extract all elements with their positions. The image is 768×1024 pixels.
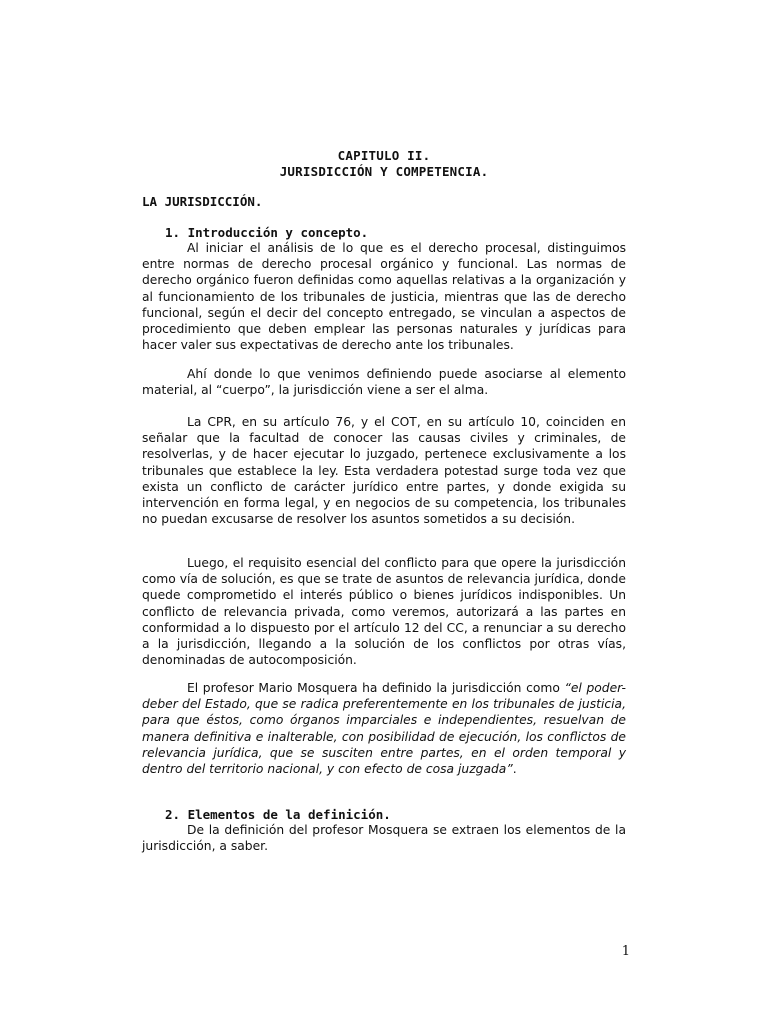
- paragraph-6: De la definición del profesor Mosquera se extraen los elementos de la jurisdicción, a saber.: [142, 823, 626, 854]
- subsection-heading-1: 1. Introducción y concepto.: [165, 225, 369, 240]
- paragraph-5-end: .: [512, 762, 517, 777]
- definition-quote: “el poder-deber del Estado, que se radica preferentemente en los tribunales de justicia, para que éstos, como órganos imparciales e independientes, resuelvan de manera definitiva e inalterable, con posibilidad de ejecución, los conflictos de relevancia jurídica, que se susciten entre partes, en el orden temporal y dentro del territorio nacional, y con efecto de cosa juzgada”: [142, 681, 626, 777]
- paragraph-5: [142, 680, 626, 777]
- subsection-heading-2: 2. Elementos de la definición.: [165, 807, 391, 822]
- section-title: LA JURISDICCIÓN.: [142, 194, 263, 209]
- paragraph-2: Ahí donde lo que venimos definiendo puede asociarse al elemento material, al “cuerpo”, la jurisdicción viene a ser el alma.: [142, 367, 626, 398]
- paragraph-1: Al iniciar el análisis de lo que es el derecho procesal, distinguimos entre normas de derecho procesal orgánico y funcional. Las normas de derecho orgánico fueron definidas como aquellas relativas a la organización y al funcionamiento de los tribunales de justicia, mientras que las de derecho funcional, según el decir del concepto entregado, se vinculan a aspectos de procedimiento que deben emplear las personas naturales y jurídicas para hacer valer sus expectativas de derecho ante los tribunales.: [142, 241, 626, 353]
- chapter-number: CAPITULO II.: [337, 148, 431, 163]
- paragraph-3: La CPR, en su artículo 76, y el COT, en su artículo 10, coinciden en señalar que la facultad de conocer las causas civiles y criminales, de resolverlas, y de hacer ejecutar lo juzgado, pertenece exclusivamente a los tribunales que establece la ley. Esta verdadera potestad surge toda vez que exista un conflicto de carácter jurídico entre partes, y donde exigida su intervención en forma legal, y en negocios de su competencia, los tribunales no puedan excusarse de resolver los asuntos sometidos a su decisión.: [142, 415, 626, 527]
- page-number: 1: [621, 944, 630, 959]
- chapter-title: JURISDICCIÓN Y COMPETENCIA.: [279, 164, 489, 179]
- paragraph-5-intro: El profesor Mario Mosquera ha definido la jurisdicción como: [187, 681, 565, 695]
- paragraph-4: Luego, el requisito esencial del conflicto para que opere la jurisdicción como vía de solución, es que se trate de asuntos de relevancia jurídica, donde quede comprometido el interés público o bienes jurídicos indisponibles. Un conflicto de relevancia privada, como veremos, autorizará a las partes en conformidad a lo dispuesto por el artículo 12 del CC, a renunciar a su derecho a la jurisdicción, llegando a la solución de los conflictos por otras vías, denominadas de autocomposición.: [142, 556, 626, 668]
